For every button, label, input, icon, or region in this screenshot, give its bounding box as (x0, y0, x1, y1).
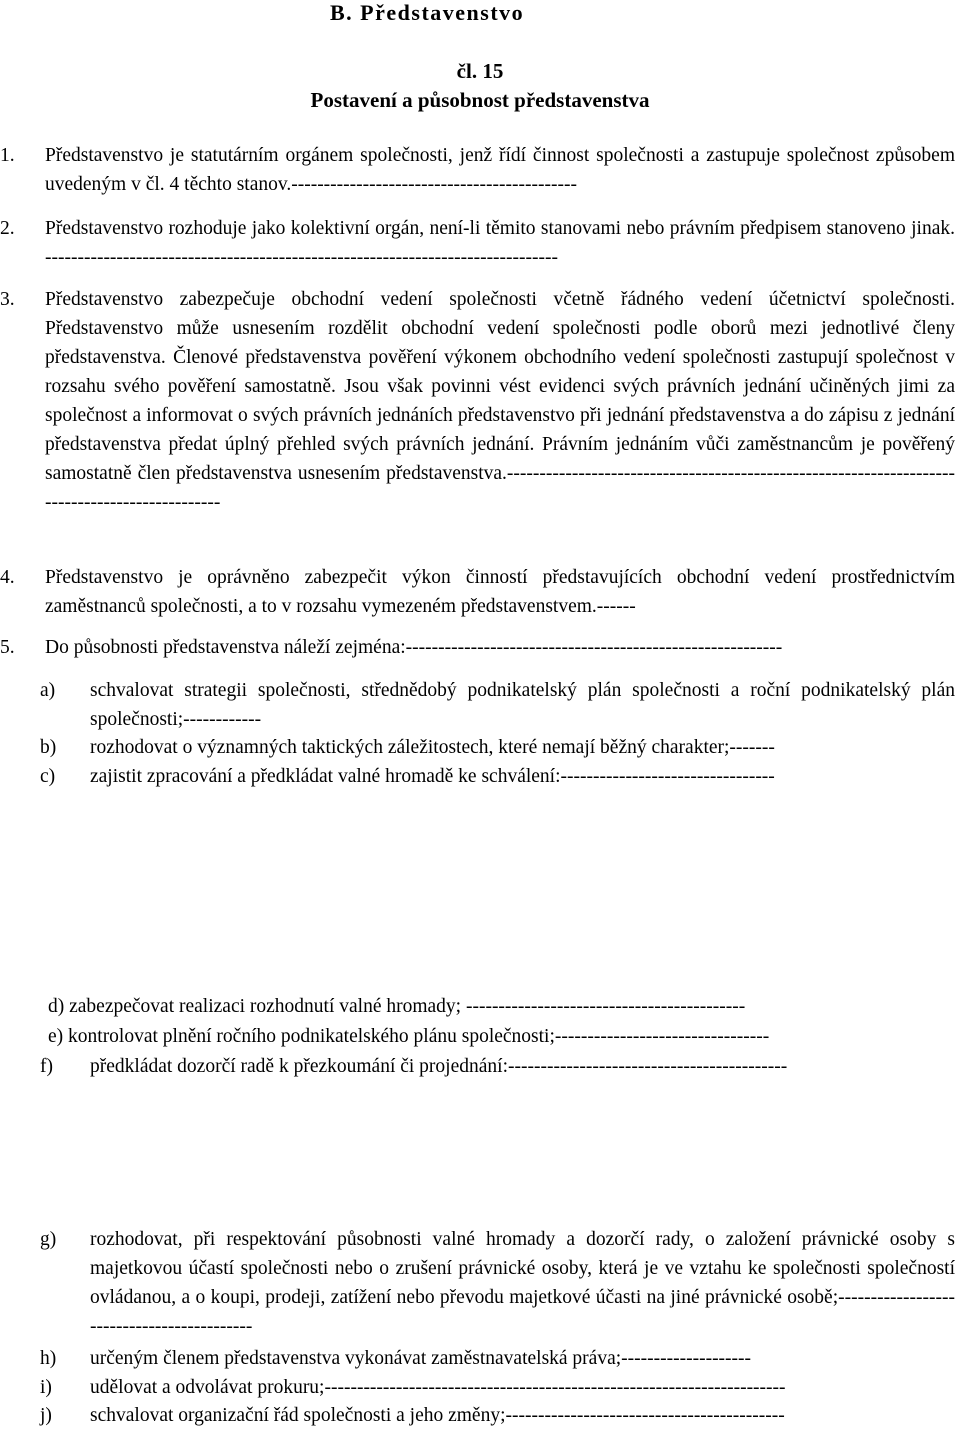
list-item-d: d) zabezpečovat realizaci rozhodnutí valné hromady; ------------------------------------------- (48, 996, 746, 1017)
paragraph-number: 3. (0, 289, 15, 310)
list-item-a (0, 676, 955, 734)
item-text: schvalovat strategii společnosti, střednědobý podnikatelský plán společnosti a roční podnikatelský plán společnosti;------------ (90, 680, 955, 730)
list-item-e: e) kontrolovat plnění ročního podnikatelského plánu společnosti;--------------------------------- (48, 1026, 770, 1047)
item-label: a) (40, 680, 56, 701)
list-item-j (0, 1401, 955, 1430)
paragraph-text: Představenstvo zabezpečuje obchodní vedení společnosti včetně řádného vedení účetnictví společnosti. Představenstvo může usnesením rozdělit obchodní vedení společnosti podle oborů mezi jednotlivé členy představenstva. Členové představenstva pověření výkonem obchodního vedení společnosti zastupují společnost v rozsahu svého pověření samostatně. Jsou však povinni vést evidenci svých právních jednání učiněných jimi za společnost a informovat o svých právních jednáních představenstvo při jednání představenstva a do zápisu z jednání představenstva předat úplný přehled svých právních jednání. Právním jednáním vůči zaměstnancům je pověřený samostatně člen představenstva usnesením představenstva.------------------------------------------------------------------------------------------------ (45, 289, 955, 513)
item-text: rozhodovat, při respektování působnosti valné hromady a dozorčí rady, o založení právnické osoby s majetkovou účastí společnosti nebo o zrušení právnické osoby, která je ve vztahu ke společnosti společností ovládanou, a o koupi, prodeji, zatížení nebo převodu majetkové účasti na jiné právnické osobě;------------------------------------------- (90, 1229, 955, 1337)
paragraph-1 (0, 141, 955, 199)
item-label: g) (40, 1229, 57, 1250)
paragraph-5 (0, 633, 955, 662)
item-text: schvalovat organizační řád společnosti a jeho změny;------------------------------------------- (90, 1405, 785, 1426)
item-text: rozhodovat o významných taktických záležitostech, které nemají běžný charakter;------- (90, 737, 775, 758)
paragraph-text: Představenstvo je statutárním orgánem společnosti, jenž řídí činnost společnosti a zastupuje společnost způsobem uvedeným v čl. 4 těchto stanov.-------------------------------------------- (45, 145, 955, 195)
section-title: B. Představenstvo (330, 0, 525, 25)
paragraph-2 (0, 214, 955, 272)
list-item-b (0, 733, 955, 762)
item-text: předkládat dozorčí radě k přezkoumání či projednání:------------------------------------------- (90, 1056, 788, 1077)
paragraph-text: Představenstvo je oprávněno zabezpečit výkon činností představujících obchodní vedení prostřednictvím zaměstnanců společnosti, a to v rozsahu vymezeném představenstvem.------ (45, 567, 955, 617)
item-label: i) (40, 1377, 52, 1398)
paragraph-number: 2. (0, 218, 15, 239)
item-label: h) (40, 1348, 57, 1369)
list-item-c (0, 762, 955, 791)
paragraph-number: 1. (0, 145, 15, 166)
item-label: f) (40, 1056, 53, 1077)
paragraph-number: 4. (0, 567, 15, 588)
list-item-h (0, 1344, 955, 1373)
item-label: j) (40, 1405, 52, 1426)
item-label: c) (40, 766, 56, 787)
paragraph-4 (0, 563, 955, 621)
article-number: čl. 15 (456, 59, 504, 83)
list-item-i (0, 1373, 955, 1402)
article-title: Postavení a působnost představenstva (310, 88, 650, 112)
item-text: určeným členem představenstva vykonávat zaměstnavatelská práva;-------------------- (90, 1348, 752, 1369)
list-item-g (0, 1225, 955, 1341)
paragraph-text: Představenstvo rozhoduje jako kolektivní orgán, není-li těmito stanovami nebo právním předpisem stanoveno jinak. ------------------------------------------------------------------------------- (45, 218, 955, 268)
item-text: zajistit zpracování a předkládat valné hromadě ke schválení:--------------------------------- (90, 766, 775, 787)
item-text: udělovat a odvolávat prokuru;----------------------------------------------------------------------- (90, 1377, 786, 1398)
paragraph-text: Do působnosti představenstva náleží zejména:---------------------------------------------------------- (45, 637, 783, 658)
list-item-f (0, 1052, 955, 1081)
item-label: b) (40, 737, 57, 758)
paragraph-number: 5. (0, 637, 15, 658)
paragraph-3 (0, 285, 955, 517)
